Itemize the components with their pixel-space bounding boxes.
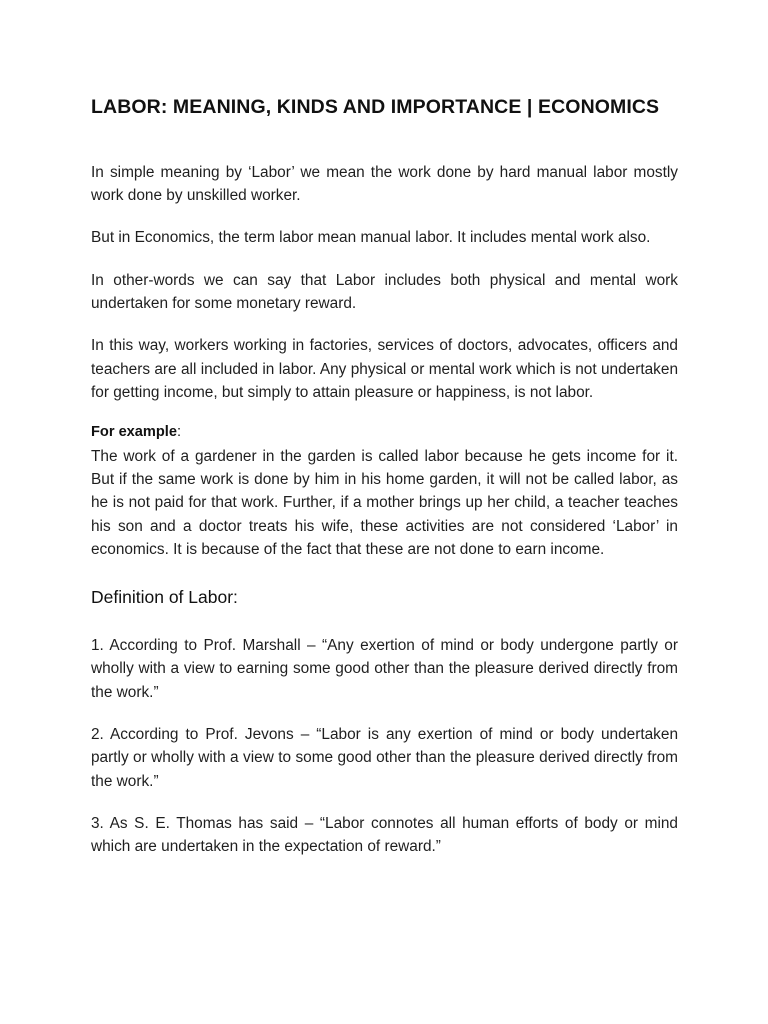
page-title: LABOR: MEANING, KINDS AND IMPORTANCE | ECONOMICS bbox=[91, 96, 660, 118]
definition-heading-text: Definition of Labor bbox=[91, 587, 234, 608]
document-page bbox=[91, 92, 678, 859]
example-label-colon: : bbox=[176, 424, 182, 441]
example-text: The work of a gardener in the garden is called labor because he gets income for it. But if the same work is done by him in his home garden, it will not be called labor, as he is not paid for that work. Further, if a mother brings up her child, a teacher teaches his son and a doctor treats his wife, these activities are not considered ‘Labor’ in economics. It is because of the fact that these are not done to earn income. bbox=[91, 447, 678, 558]
definition-item-marshall: 1. According to Prof. Marshall – “Any exertion of mind or body undergone partly or wholly with a view to earning some good other than the pleasure derived directly from the work.” bbox=[91, 637, 678, 701]
definition-heading-colon: : bbox=[233, 587, 238, 608]
paragraph-other-words: In other-words we can say that Labor includes both physical and mental work undertaken for some monetary reward. bbox=[91, 271, 678, 313]
paragraph-in-this-way: In this way, workers working in factories, services of doctors, advocates, officers and teachers are all included in labor. Any physical or mental work which is not undertaken for getting income, but simply to attain pleasure or happiness, is not labor. bbox=[91, 337, 678, 402]
definition-list bbox=[91, 634, 678, 858]
paragraph-simple-meaning: In simple meaning by ‘Labor’ we mean the work done by hard manual labor mostly work done by unskilled worker. bbox=[91, 164, 678, 205]
example-section bbox=[91, 421, 678, 561]
example-label-text: For example bbox=[91, 424, 177, 441]
example-label bbox=[91, 421, 678, 444]
definition-item-jevons: 2. According to Prof. Jevons – “Labor is any exertion of mind or body undertaken partly or wholly with a view to some good other than the pleasure derived directly from the work.” bbox=[91, 726, 678, 790]
paragraph-economics-meaning: But in Economics, the term labor mean manual labor. It includes mental work also. bbox=[91, 228, 651, 246]
definition-heading bbox=[91, 584, 678, 610]
definition-item-thomas: 3. As S. E. Thomas has said – “Labor connotes all human efforts of body or mind which are undertaken in the expectation of reward.” bbox=[91, 814, 678, 856]
